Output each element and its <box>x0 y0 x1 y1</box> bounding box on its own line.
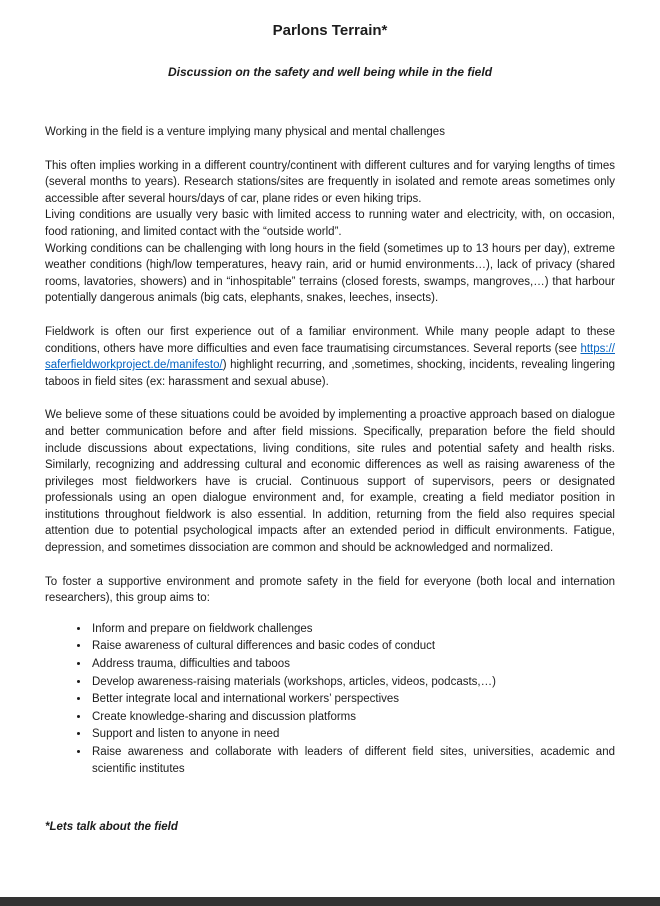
list-item: • Support and listen to anyone in need <box>90 726 615 743</box>
manifesto-link[interactable]: https://saferfieldworkproject.de/manifesto/ <box>45 342 615 372</box>
travel-conditions-paragraph: This often implies working in a different country/continent with different cultures and for varying lengths of times (several months to years). Research stations/sites are frequently in isolated and remote areas sometimes only accessible after several hours/days of car, plane rides or even hiking trips. <box>45 159 615 205</box>
fieldwork-text-after-link: ) highlight recurring, and ,sometimes, shocking, incidents, revealing lingering taboos in field sites (ex: harassment and sexual abuse). <box>45 359 615 388</box>
viewer-bottom-bar <box>0 897 660 906</box>
group-aims-paragraph: To foster a supportive environment and promote safety in the field for everyone (both local and internation researchers), this group aims to: <box>45 575 615 605</box>
fieldwork-paragraph <box>45 324 615 390</box>
footnote: *Lets talk about the field <box>45 821 178 834</box>
intro-paragraph: Working in the field is a venture implying many physical and mental challenges <box>45 126 445 138</box>
proactive-approach-paragraph: We believe some of these situations could be avoided by implementing a proactive approach based on dialogue and better communication before and after field missions. Specifically, preparation before the field should include discussions about expectations, living conditions, site rules and potential safety and health risks. Similarly, recognizing and addressing cultural and economic differences as well as raising awareness of the privileges most fieldworkers have is crucial. Continuous support of supervisors, peers or designated professionals using an open dialogue environment and, for example, creating a field mediator position in institutions throughout fieldwork is also essential. In addition, returning from the field also requires special attention due to potential psychological impacts after an extended period in difficult environments. Fatigue, depression, and sometimes dissociation are common and should be acknowledged and normalized. <box>45 409 615 555</box>
list-item: • Develop awareness-raising materials (workshops, articles, videos, podcasts,…) <box>90 674 615 691</box>
list-item: • Better integrate local and international workers’ perspectives <box>90 691 615 708</box>
list-item: • Raise awareness and collaborate with leaders of different field sites, universities, academic and scientific institutes <box>90 744 615 777</box>
list-item: • Inform and prepare on fieldwork challenges <box>90 621 615 638</box>
fieldwork-text-before-link: Fieldwork is often our first experience out of a familiar environment. While many people adapt to these conditions, others have more difficulties and even face traumatising circumstances. Several reports (see <box>45 325 615 355</box>
document-body <box>45 124 615 836</box>
page-title: Parlons Terrain* <box>272 22 388 39</box>
list-item: • Raise awareness of cultural differences and basic codes of conduct <box>90 638 615 655</box>
aims-bullet-list <box>45 621 615 777</box>
list-item: • Create knowledge-sharing and discussion platforms <box>90 709 615 726</box>
living-conditions-paragraph: Living conditions are usually very basic with limited access to running water and electricity, with, on occasion, food rationing, and limited contact with the “outside world”. <box>45 209 615 238</box>
page-subtitle: Discussion on the safety and well being while in the field <box>167 65 493 79</box>
working-conditions-paragraph: Working conditions can be challenging with long hours in the field (sometimes up to 13 hours per day), extreme weather conditions (high/low temperatures, heavy rain, arid or humid environments…), lack of privacy (shared rooms, lavatories, showers) and in “inhospitable” terrains (closed forests, swamps, mangroves,…) that harbour potentially dangerous animals (big cats, elephants, snakes, leeches, insects). <box>45 242 615 305</box>
list-item: • Address trauma, difficulties and taboos <box>90 656 615 673</box>
conditions-paragraph-group <box>45 158 615 307</box>
